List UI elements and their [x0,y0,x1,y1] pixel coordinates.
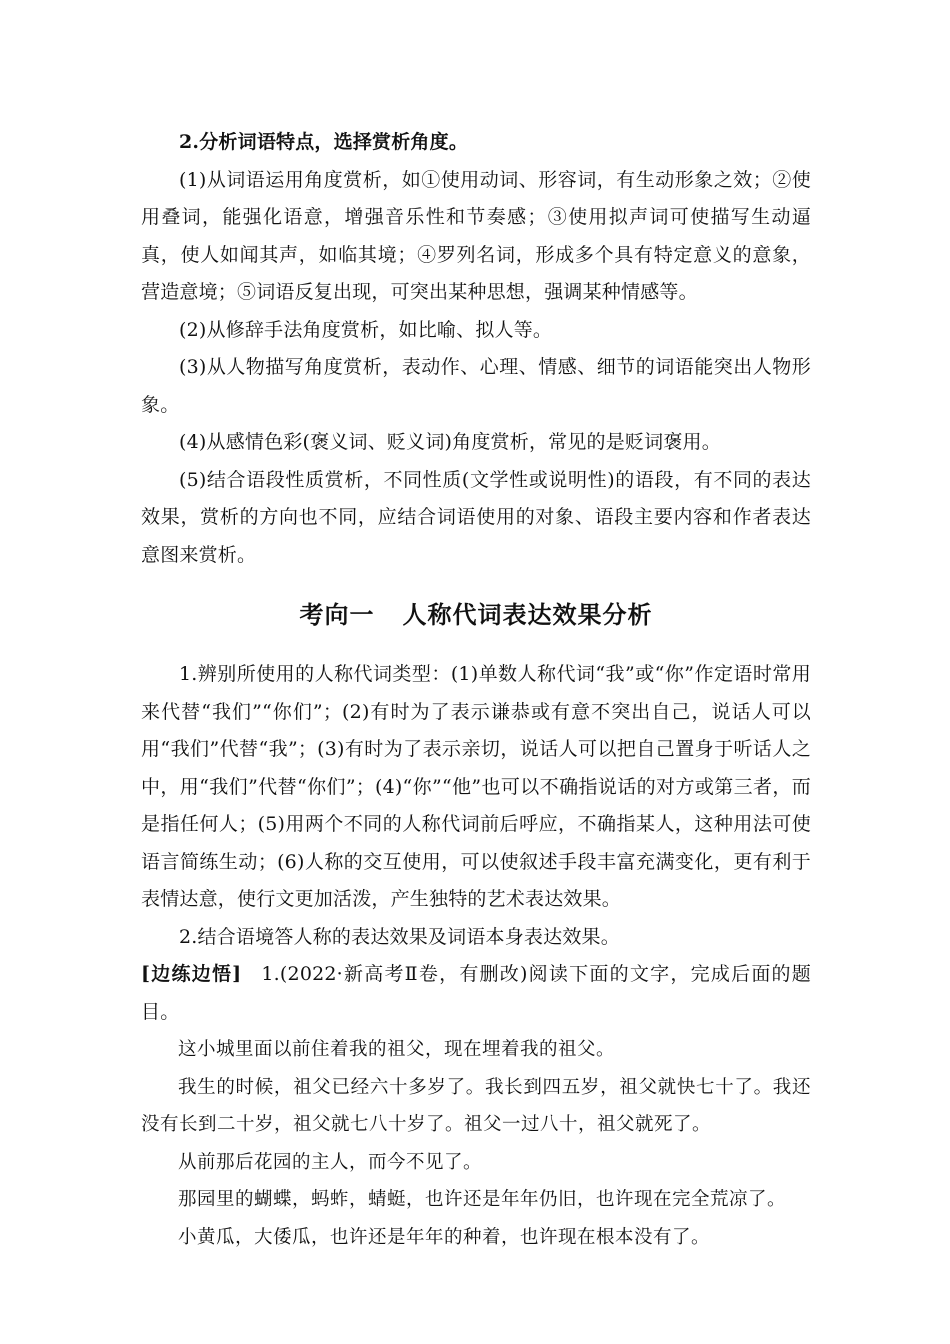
passage-paragraph: 小黄瓜，大倭瓜，也许还是年年的种着，也许现在根本没有了。 [178,1226,711,1248]
section-title: 2.分析词语特点，选择赏析角度。 [179,131,469,153]
passage-paragraph: 我生的时候，祖父已经六十多岁了。我长到四五岁，祖父就快七十了。我还没有长到二十岁，祖父就七八十岁了。祖父一过八十，祖父就死了。 [141,1076,811,1135]
paragraph: (5)结合语段性质赏析，不同性质(文学性或说明性)的语段，有不同的表达效果，赏析的方向也不同，应结合词语使用的对象、语段主要内容和作者表达意图来赏析。 [141,468,811,566]
paragraph: (1)从词语运用角度赏析，如①使用动词、形容词，有生动形象之效；②使用叠词，能强化语意，增强音乐性和节奏感；③使用拟声词可使描写生动逼真，使人如闻其声，如临其境；④罗列名词，形成多个具有特定意义的意象，营造意境；⑤词语反复出现，可突出某种思想，强调某种情感等。 [141,168,811,303]
paragraph: (3)从人物描写角度赏析，表动作、心理、情感、细节的词语能突出人物形象。 [141,356,811,416]
heading-title: 人称代词表达效果分析 [402,600,653,629]
paragraph: 2.结合语境答人称的表达效果及词语本身表达效果。 [179,925,620,948]
exercise-tag: [边练边悟] [141,963,242,985]
paragraph: (2)从修辞手法角度赏析，如比喻、拟人等。 [179,318,553,341]
paragraph: (4)从感情色彩(褒义词、贬义词)角度赏析，常见的是贬词褒用。 [179,431,721,453]
paragraph: 1.辨别所使用的人称代词类型：(1)单数人称代词“我”或“你”作定语时常用来代替“我们”“你们”；(2)有时为了表示谦恭或有意不突出自己，说话人可以用“我们”代替“我”；(3)有时为了表示亲切，说话人可以把自己置身于听话人之中，用“我们”代替“你们”；(4)“你”“他”也可以不确指说话的对方或第三者，而是指任何人；(5)用两个不同的人称代词前后呼应，不确指某人，这种用法可使语言简练生动；(6)人称的交互使用，可以使叙述手段丰富充满变化，更有利于表情达意，使行文更加活泼，产生独特的艺术表达效果。 [141,663,811,910]
passage-paragraph: 这小城里面以前住着我的祖父，现在埋着我的祖父。 [178,1039,616,1060]
passage-paragraph: 那园里的蝴蝶，蚂蚱，蜻蜓，也许还是年年仍旧，也许现在完全荒凉了。 [178,1189,787,1210]
exercise-intro [141,956,811,1031]
passage-paragraph: 从前那后花园的主人，而今不见了。 [178,1151,483,1173]
heading-label: 考向一 [299,600,375,629]
exercise-text: 1.(2022·新高考Ⅱ卷，有删改)阅读下面的文字，完成后面的题目。 [141,963,811,1023]
document-content [141,124,811,1256]
reading-passage [141,1031,811,1256]
section-heading [141,600,811,630]
